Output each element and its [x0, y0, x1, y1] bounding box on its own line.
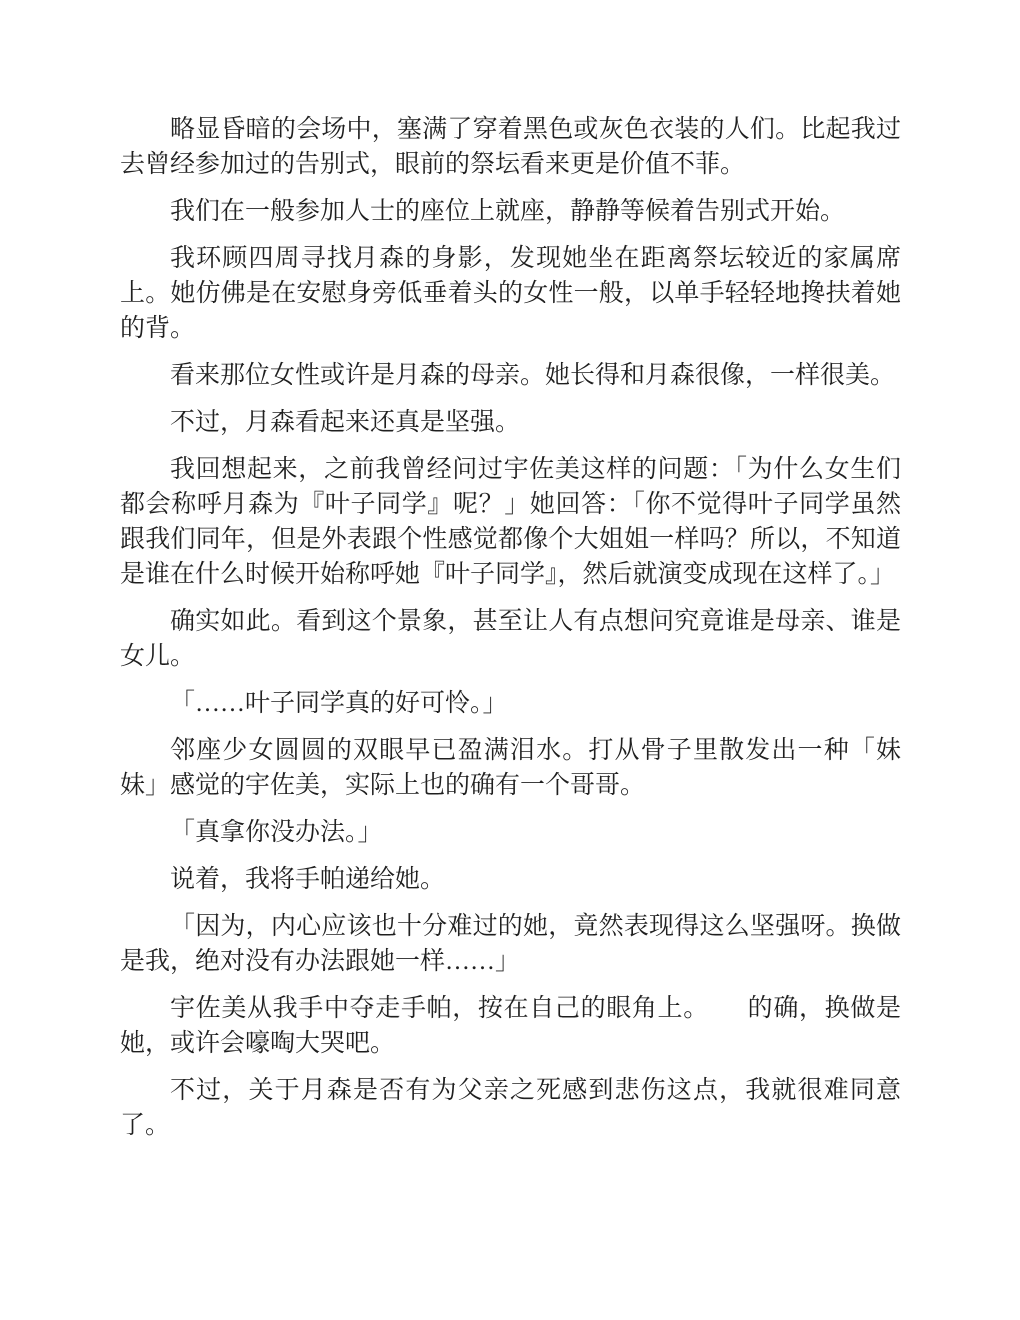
paragraph: 我回想起来，之前我曾经问过宇佐美这样的问题：「为什么女生们都会称呼月森为『叶子同学』呢？」她回答：「你不觉得叶子同学虽然跟我们同年，但是外表跟个性感觉都像个大姐姐一样吗？所以，不知道是谁在什么时候开始称呼她『叶子同学』，然后就演变成现在这样了。」 [120, 456, 901, 588]
paragraph: 「真拿你没办法。」 [170, 819, 383, 846]
paragraph: 我环顾四周寻找月森的身影，发现她坐在距离祭坛较近的家属席上。她仿佛是在安慰身旁低垂着头的女性一般，以单手轻轻地搀扶着她的背。 [120, 245, 901, 342]
paragraph: 略显昏暗的会场中，塞满了穿着黑色或灰色衣装的人们。比起我过去曾经参加过的告别式，眼前的祭坛看来更是价值不菲。 [120, 116, 901, 178]
paragraph: 「因为，内心应该也十分难过的她，竟然表现得这么坚强呀。换做是我，绝对没有办法跟她一样……」 [120, 913, 901, 975]
paragraph: 宇佐美从我手中夺走手帕，按在自己的眼角上。 的确，换做是她，或许会嚎啕大哭吧。 [120, 995, 901, 1057]
paragraph: 「……叶子同学真的好可怜。」 [170, 690, 508, 717]
paragraph: 我们在一般参加人士的座位上就座，静静等候着告别式开始。 [170, 198, 846, 225]
paragraph: 确实如此。看到这个景象，甚至让人有点想问究竟谁是母亲、谁是女儿。 [120, 608, 901, 670]
paragraph: 看来那位女性或许是月森的母亲。她长得和月森很像，一样很美。 [170, 362, 896, 389]
text-block [120, 112, 901, 1155]
paragraph: 不过，月森看起来还真是坚强。 [170, 409, 521, 436]
paragraph: 不过，关于月森是否有为父亲之死感到悲伤这点，我就很难同意了。 [120, 1077, 901, 1139]
paragraph: 说着，我将手帕递给她。 [170, 866, 446, 893]
paragraph: 邻座少女圆圆的双眼早已盈满泪水。打从骨子里散发出一种「妹妹」感觉的宇佐美，实际上也的确有一个哥哥。 [120, 737, 901, 799]
